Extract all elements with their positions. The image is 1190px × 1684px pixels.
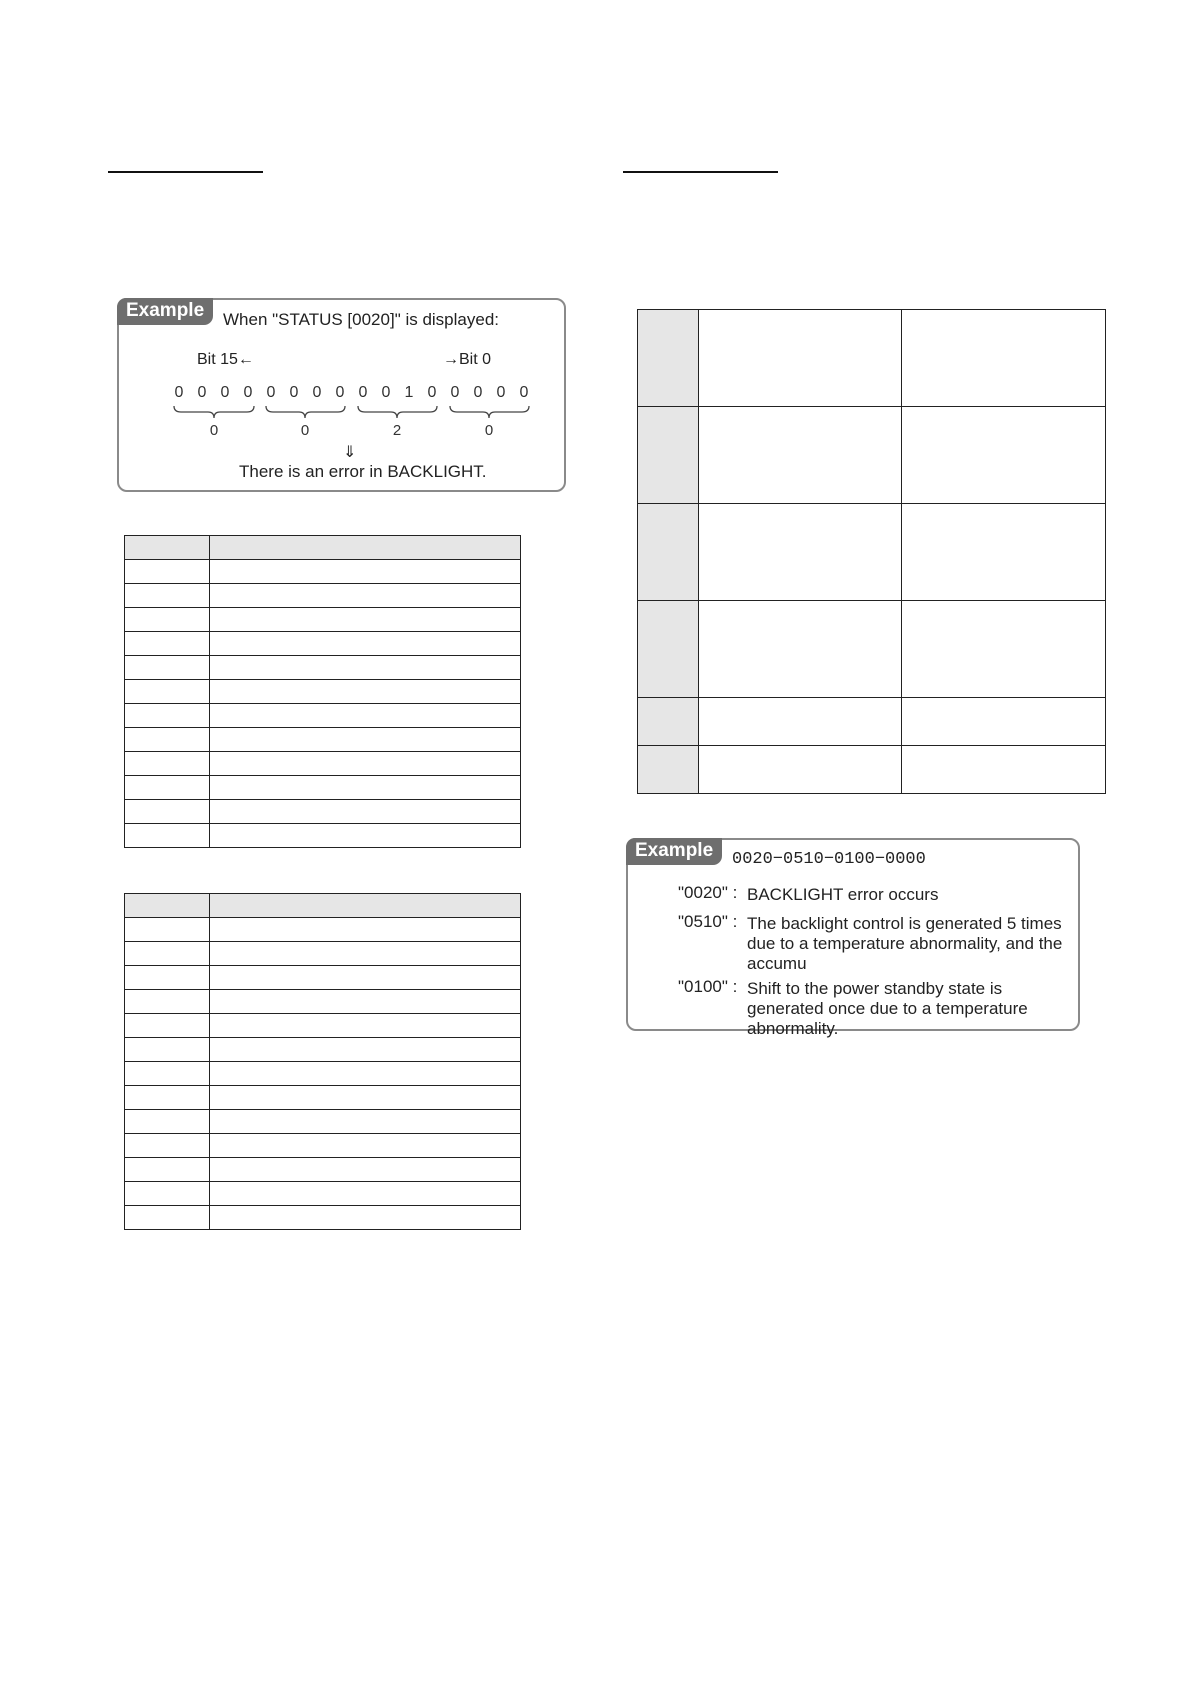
hex-digit: 0: [484, 422, 494, 439]
bit-high-label: Bit 15←: [197, 351, 254, 368]
table-cell: [210, 752, 521, 776]
example-conclusion: There is an error in BACKLIGHT.: [239, 462, 487, 481]
down-arrow-icon: ⇓: [343, 444, 357, 461]
table-cell: [210, 704, 521, 728]
table-cell: [699, 407, 902, 504]
bit-digit: 0: [473, 384, 483, 401]
bit-digit: 0: [289, 384, 299, 401]
brace: [174, 406, 254, 418]
table-row: [125, 1110, 521, 1134]
table-cell: [125, 918, 210, 942]
bit-digit: 0: [496, 384, 506, 401]
table-cell: [125, 1182, 210, 1206]
table-cell: [210, 1110, 521, 1134]
table-row: [125, 800, 521, 824]
bit-digit: 0: [174, 384, 184, 401]
table-cell: [125, 776, 210, 800]
table-cell: [125, 1014, 210, 1038]
table-cell: [210, 608, 521, 632]
table-row: [125, 752, 521, 776]
table-cell: [902, 698, 1106, 746]
side-header-cell: [638, 407, 699, 504]
table-cell: [210, 776, 521, 800]
bit-digit: 0: [450, 384, 460, 401]
table-row: [125, 680, 521, 704]
table-cell: [125, 608, 210, 632]
right-heading-underline: [623, 171, 778, 173]
bit-digit: 0: [266, 384, 276, 401]
table-header-row: [125, 894, 521, 918]
table-row: [125, 704, 521, 728]
example-code: 0020−0510−0100−0000: [732, 850, 926, 869]
table-row: [125, 608, 521, 632]
hex-digit: 0: [300, 422, 310, 439]
table-row: [125, 1182, 521, 1206]
table-cell: [125, 800, 210, 824]
table-cell: [125, 1158, 210, 1182]
table-cell: [210, 1134, 521, 1158]
table-cell: [125, 1110, 210, 1134]
table-row: [125, 1134, 521, 1158]
table-row: [638, 698, 1106, 746]
side-header-cell: [638, 504, 699, 601]
table-row: [638, 601, 1106, 698]
table-cell: [902, 601, 1106, 698]
table-cell: [125, 728, 210, 752]
example-badge: Example: [626, 838, 722, 865]
entry-code: "0510" :: [678, 912, 738, 931]
table-row: [125, 584, 521, 608]
header-cell: [210, 536, 521, 560]
entry-text: BACKLIGHT error occurs: [747, 885, 939, 904]
brace: [358, 406, 437, 418]
table-cell: [125, 560, 210, 584]
table-row: [125, 918, 521, 942]
table-cell: [210, 560, 521, 584]
table-cell: [125, 1062, 210, 1086]
bit-table-2: [124, 893, 521, 1230]
table-cell: [902, 504, 1106, 601]
table-cell: [125, 584, 210, 608]
table-row: [125, 560, 521, 584]
table-cell: [210, 680, 521, 704]
table-row: [125, 942, 521, 966]
table-cell: [699, 504, 902, 601]
bit-digit: 0: [381, 384, 391, 401]
table-cell: [902, 407, 1106, 504]
table-cell: [125, 704, 210, 728]
table-cell: [210, 1206, 521, 1230]
example-badge: Example: [117, 298, 213, 325]
example-caption: When "STATUS [0020]" is displayed:: [223, 310, 500, 329]
side-header-cell: [638, 310, 699, 407]
table-row: [638, 746, 1106, 794]
table-cell: [210, 966, 521, 990]
bit-low-label: →Bit 0: [443, 351, 492, 368]
header-cell: [210, 894, 521, 918]
table-cell: [210, 918, 521, 942]
table-row: [125, 1014, 521, 1038]
table-cell: [210, 584, 521, 608]
table-row: [125, 1086, 521, 1110]
header-cell: [125, 536, 210, 560]
table-header-row: [125, 536, 521, 560]
table-cell: [125, 752, 210, 776]
table-cell: [125, 1086, 210, 1110]
example-status-box: [117, 298, 566, 492]
error-info-table: [637, 309, 1106, 794]
table-cell: [210, 990, 521, 1014]
table-cell: [210, 1062, 521, 1086]
table-row: [125, 1038, 521, 1062]
table-cell: [902, 310, 1106, 407]
table-row: [125, 776, 521, 800]
table-cell: [210, 728, 521, 752]
table-row: [125, 1062, 521, 1086]
table-cell: [699, 601, 902, 698]
table-row: [125, 1206, 521, 1230]
table-cell: [125, 1206, 210, 1230]
bit-digit: 0: [197, 384, 207, 401]
bit-digit: 0: [358, 384, 368, 401]
bit-digit: 0: [427, 384, 437, 401]
entry-text: Shift to the power standby state is generated once due to a temperature abnormality.: [747, 979, 1028, 1038]
entry-code: "0100" :: [678, 977, 738, 996]
brace: [450, 406, 529, 418]
side-header-cell: [638, 746, 699, 794]
table-row: [638, 407, 1106, 504]
table-cell: [125, 942, 210, 966]
bit-digit: 0: [220, 384, 230, 401]
table-cell: [210, 942, 521, 966]
table-cell: [699, 746, 902, 794]
table-row: [125, 632, 521, 656]
side-header-cell: [638, 698, 699, 746]
example-code-box: [626, 838, 1080, 1038]
table-cell: [125, 1038, 210, 1062]
table-cell: [210, 1014, 521, 1038]
table-cell: [699, 310, 902, 407]
table-cell: [210, 824, 521, 848]
bit-digit: 0: [335, 384, 345, 401]
table-cell: [210, 1038, 521, 1062]
table-cell: [210, 1182, 521, 1206]
hex-digit: 0: [209, 422, 219, 439]
table-cell: [125, 966, 210, 990]
table-cell: [125, 632, 210, 656]
group-braces: [119, 404, 568, 444]
bit-digit: 0: [519, 384, 529, 401]
table-cell: [210, 656, 521, 680]
table-cell: [125, 1134, 210, 1158]
bit-digit: 0: [243, 384, 253, 401]
table-cell: [902, 746, 1106, 794]
table-row: [125, 966, 521, 990]
table-cell: [699, 698, 902, 746]
table-cell: [210, 800, 521, 824]
header-cell: [125, 894, 210, 918]
bit-digit: 0: [312, 384, 322, 401]
entry-code: "0020" :: [678, 883, 738, 902]
hex-digit: 2: [392, 422, 402, 439]
table-cell: [125, 656, 210, 680]
brace: [266, 406, 345, 418]
table-row: [125, 824, 521, 848]
table-cell: [125, 824, 210, 848]
table-row: [125, 656, 521, 680]
left-heading-underline: [108, 171, 263, 173]
table-cell: [210, 1158, 521, 1182]
table-cell: [125, 990, 210, 1014]
table-row: [125, 1158, 521, 1182]
table-row: [125, 728, 521, 752]
entry-text: The backlight control is generated 5 times due to a temperature abnormality, and the accumu: [747, 914, 1063, 973]
table-cell: [125, 680, 210, 704]
side-header-cell: [638, 601, 699, 698]
table-row: [638, 310, 1106, 407]
bit-digit: 1: [404, 384, 414, 401]
table-cell: [210, 632, 521, 656]
table-cell: [210, 1086, 521, 1110]
table-row: [125, 990, 521, 1014]
bit-table-1: [124, 535, 521, 848]
table-row: [638, 504, 1106, 601]
